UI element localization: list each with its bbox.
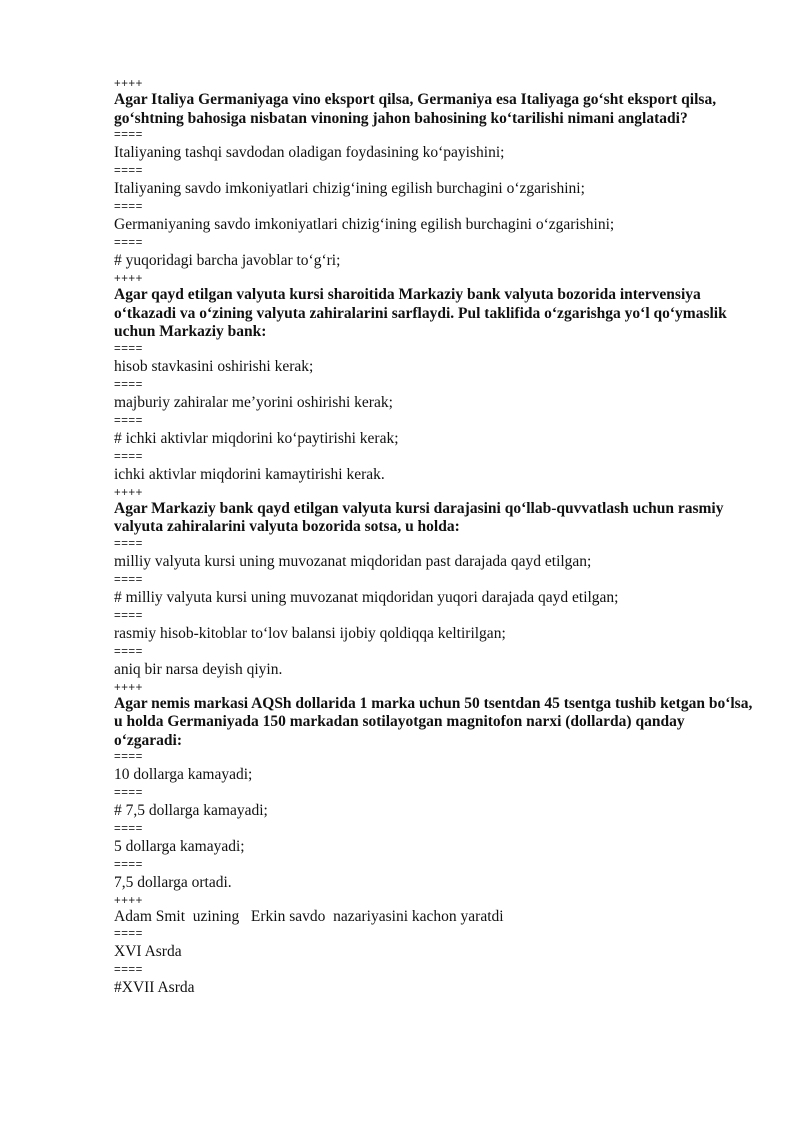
answer-separator: ==== — [114, 609, 143, 622]
answer-option: Italiyaning tashqi savdodan oladigan foydasining ko‘payishini; — [114, 144, 505, 161]
answer-separator: ==== — [114, 450, 143, 463]
answer-separator: ==== — [114, 573, 143, 586]
answer-option: aniq bir narsa deyish qiyin. — [114, 660, 283, 678]
question-separator: ++++ — [114, 895, 143, 907]
question-text: Agar Italiya Germaniyaga vino eksport qilsa, Germaniya esa Italiyaga go‘sht eksport qilsa, go‘shtning bahosiga nisbatan vinoning jahon bahosining ko‘tarilishi nimani anglatadi? — [114, 91, 717, 127]
answer-option-correct: # 7,5 dollarga kamayadi; — [114, 802, 268, 819]
answer-option: rasmiy hisob-kitoblar to‘lov balansi ijobiy qoldiqqa keltirilgan; — [114, 624, 506, 642]
question-separator: ++++ — [114, 78, 143, 90]
question-separator: ++++ — [114, 681, 143, 694]
answer-separator: ==== — [114, 165, 143, 177]
answer-separator: ==== — [114, 823, 143, 835]
answer-option: 5 dollarga kamayadi; — [114, 838, 245, 855]
answer-option-correct: # yuqoridagi barcha javoblar to‘g‘ri; — [114, 252, 341, 269]
answer-separator: ==== — [114, 201, 143, 213]
answer-option: Italiyaning savdo imkoniyatlari chizig‘ining egilish burchagini o‘zgarishini; — [114, 180, 585, 197]
answer-separator: ==== — [114, 537, 143, 550]
document-page — [114, 77, 754, 999]
question-separator: ++++ — [114, 273, 143, 285]
answer-option: ichki aktivlar miqdorini kamaytirishi kerak. — [114, 465, 385, 483]
question-text: Agar qayd etilgan valyuta kursi sharoitida Markaziy bank valyuta bozorida intervensiya o‘tkazadi va o‘zining valyuta zahiralarini sarflaydi. Pul taklifida o‘zgarishga yo‘l qo‘ymaslik uchun Markaziy bank: — [114, 286, 727, 340]
answer-option: hisob stavkasini oshirishi kerak; — [114, 357, 314, 375]
answer-option: milliy valyuta kursi uning muvozanat miqdoridan past darajada qayd etilgan; — [114, 552, 592, 570]
answer-separator: ==== — [114, 414, 143, 427]
answer-separator: ==== — [114, 645, 143, 658]
answer-option-correct: # ichki aktivlar miqdorini ko‘paytirishi kerak; — [114, 429, 399, 447]
question-separator: ++++ — [114, 486, 143, 499]
answer-separator: ==== — [114, 342, 143, 355]
answer-separator: ==== — [114, 963, 143, 976]
answer-option: XVI Asrda — [114, 942, 182, 960]
question-text: Adam Smit uzining Erkin savdo nazariyasini kachon yaratdi — [114, 908, 504, 925]
answer-separator: ==== — [114, 378, 143, 391]
answer-option-correct: #XVII Asrda — [114, 978, 195, 996]
answer-option: Germaniyaning savdo imkoniyatlari chizig‘ining egilish burchagini o‘zgarishini; — [114, 216, 615, 233]
answer-separator: ==== — [114, 129, 143, 141]
question-text: Agar Markaziy bank qayd etilgan valyuta kursi darajasini qo‘llab-quvvatlash uchun rasmiy valyuta zahiralarini valyuta bozorida sotsa, u holda: — [114, 499, 724, 535]
answer-separator: ==== — [114, 859, 143, 871]
answer-option: majburiy zahiralar me’yorini oshirishi kerak; — [114, 393, 393, 411]
answer-option: 10 dollarga kamayadi; — [114, 766, 253, 783]
answer-separator: ==== — [114, 927, 143, 940]
answer-separator: ==== — [114, 237, 143, 249]
answer-separator: ==== — [114, 751, 143, 763]
answer-option-correct: # milliy valyuta kursi uning muvozanat miqdoridan yuqori darajada qayd etilgan; — [114, 588, 619, 606]
answer-separator: ==== — [114, 787, 143, 799]
answer-option: 7,5 dollarga ortadi. — [114, 874, 232, 891]
question-text: Agar nemis markasi AQSh dollarida 1 marka uchun 50 tsentdan 45 tsentga tushib ketgan bo‘lsa, u holda Germaniyada 150 markadan sotilayotgan magnitofon narxi (dollarda) qanday o‘zgaradi: — [114, 694, 753, 749]
